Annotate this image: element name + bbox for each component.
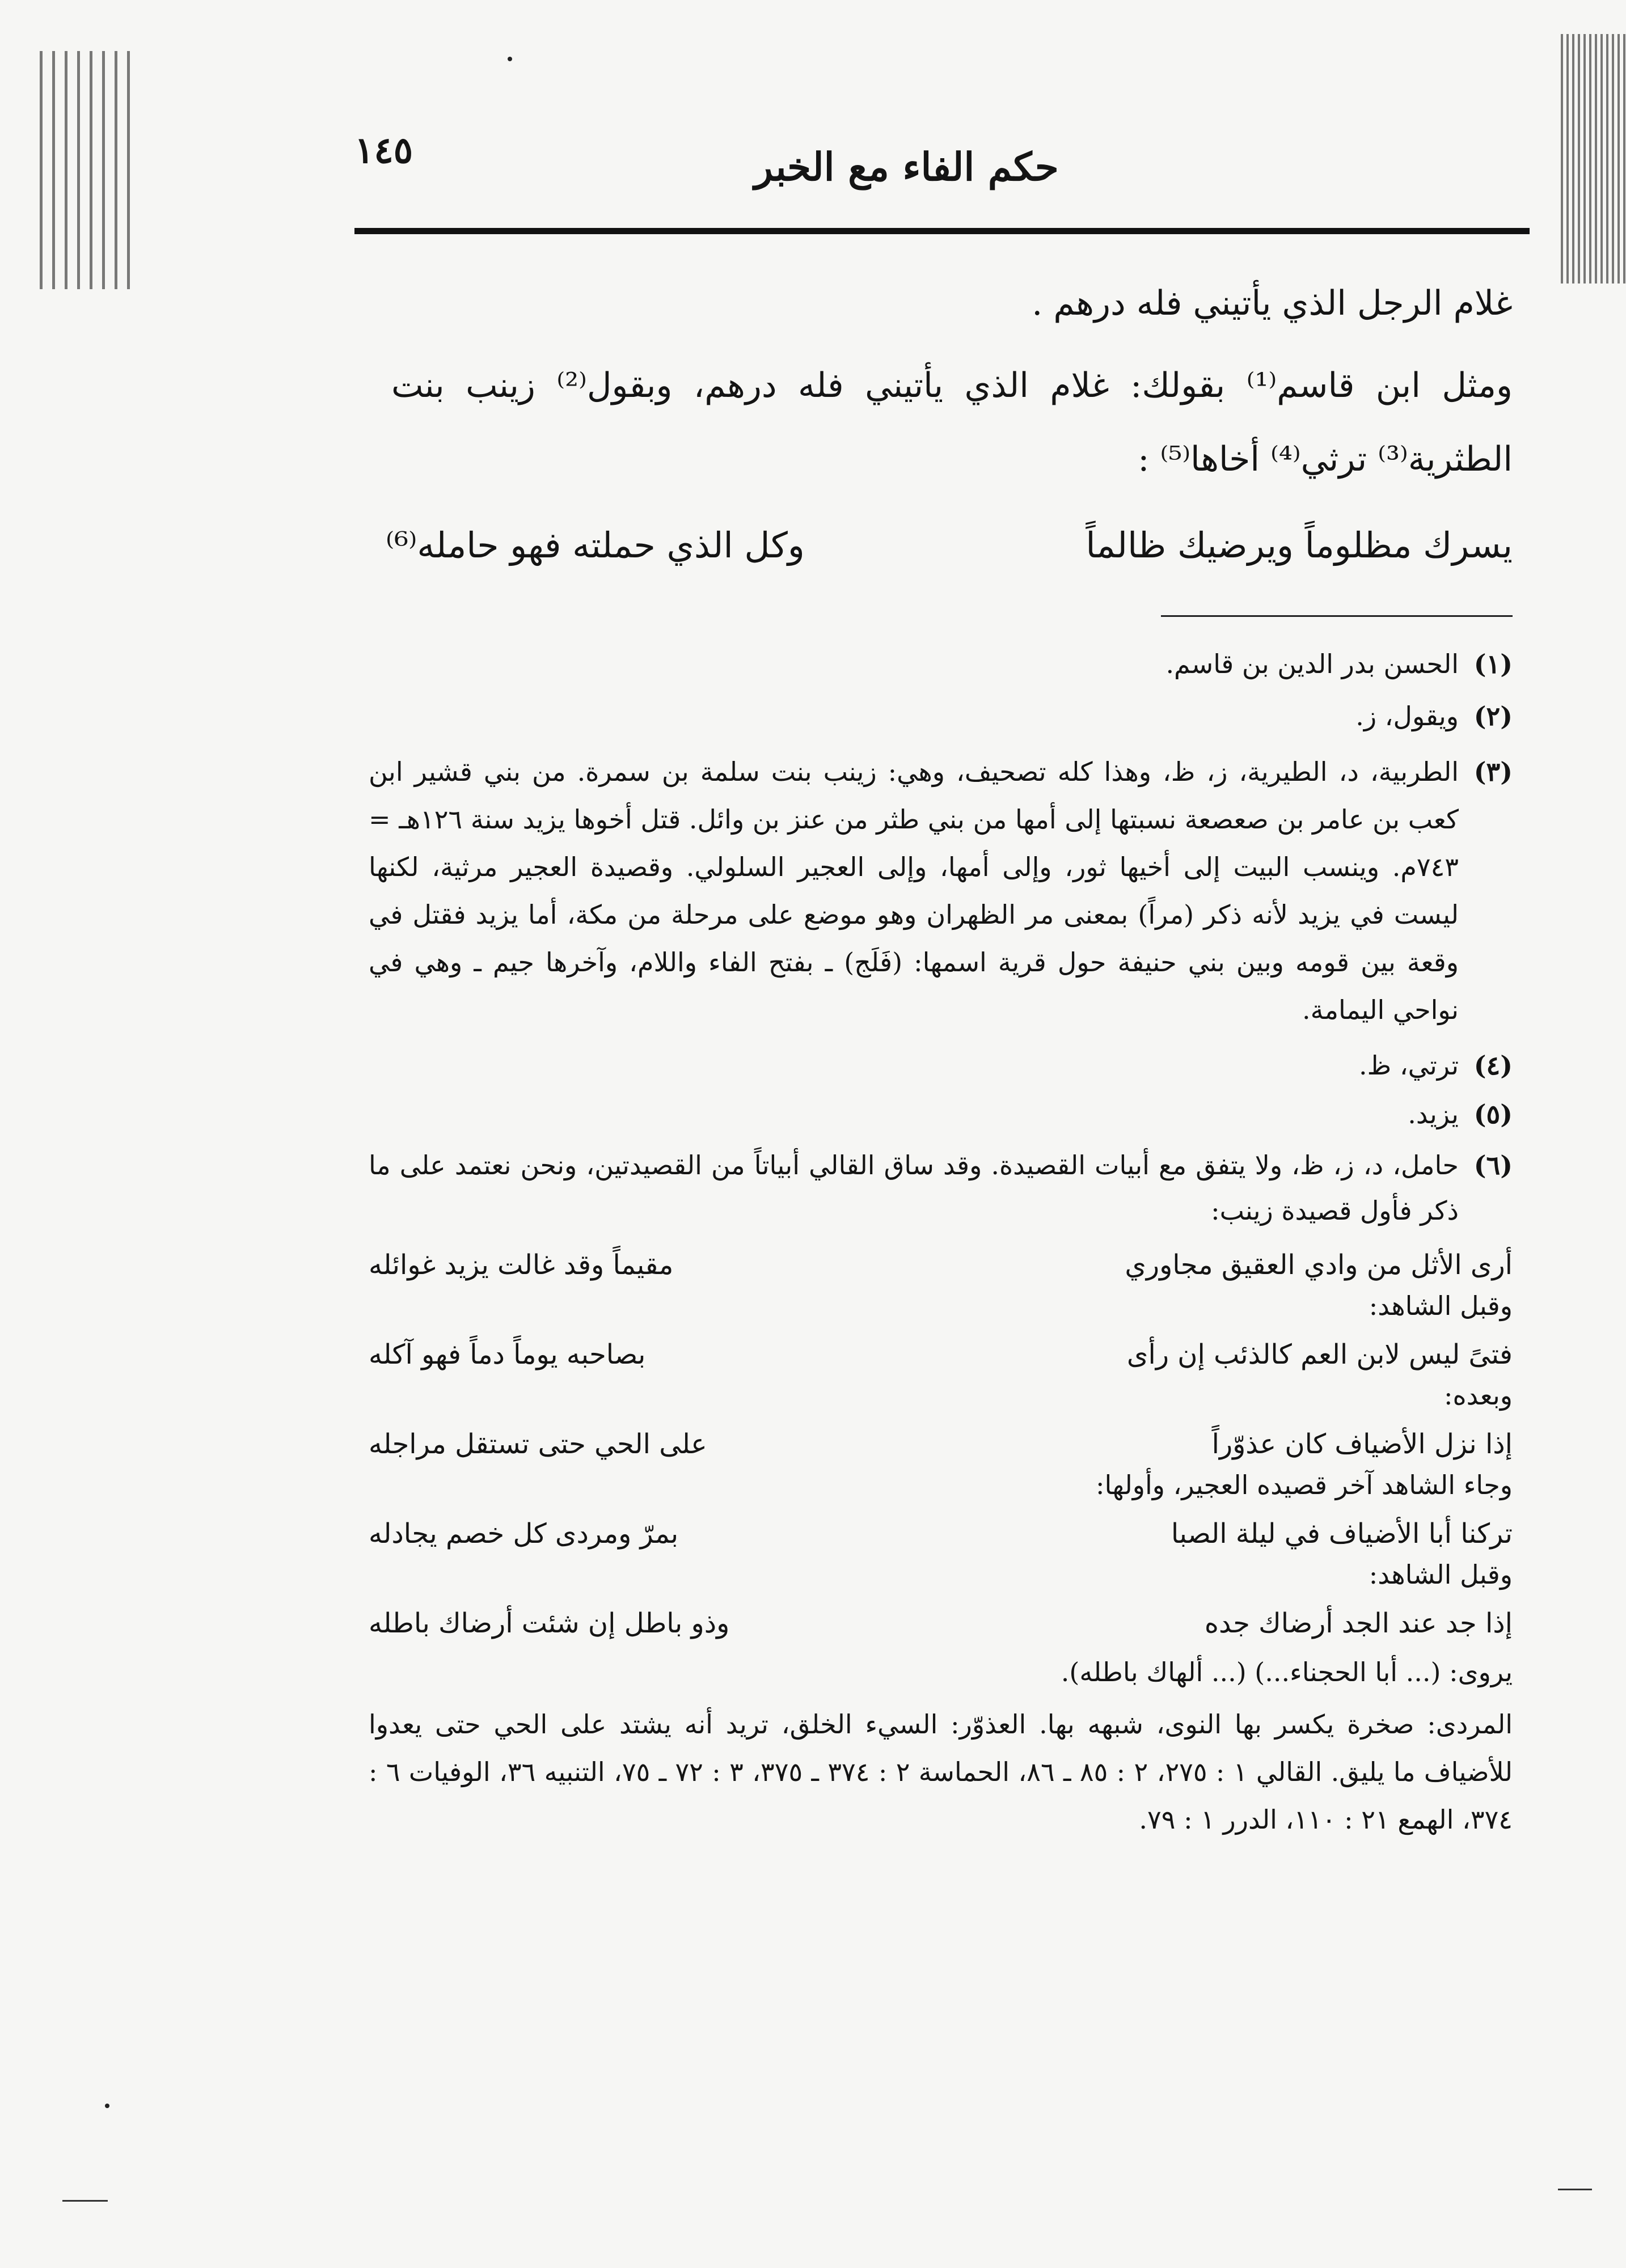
footnote-number: (٢) xyxy=(1473,701,1513,731)
footnote-verse xyxy=(369,1424,1513,1465)
footnote-text: ترتي، ظ. xyxy=(1359,1050,1459,1081)
footnote-text: يزيد. xyxy=(1408,1099,1459,1129)
verse-hemistich-left: بمرّ ومردى كل خصم يجادله xyxy=(369,1518,679,1550)
footnote-verse xyxy=(369,1603,1513,1644)
scan-mark xyxy=(1558,2189,1592,2190)
body-line: الطثرية⁽³⁾ ترثي⁽⁴⁾ أخاها⁽⁵⁾ : xyxy=(1138,439,1513,479)
verse-hemistich-right: تركنا أبا الأضياف في ليلة الصبا xyxy=(1171,1518,1513,1550)
footnote-text: ويقول، ز. xyxy=(1355,701,1459,731)
footnote-line: يروى: (... أبا الحجناء...) (... ألهاك باطله). xyxy=(1061,1657,1513,1687)
header-rule xyxy=(354,228,1530,234)
page-title: حكم الفاء مع الخبر xyxy=(754,145,1059,190)
footnote xyxy=(369,1094,1513,1135)
footnote-number: (٤) xyxy=(1473,1050,1513,1081)
scan-binding-marks-left xyxy=(40,51,136,289)
verse-hemistich-left: وكل الذي حملته فهو حامله⁽⁶⁾ xyxy=(386,524,805,566)
footnote-verse xyxy=(369,1513,1513,1554)
footnote-number: (٥) xyxy=(1473,1099,1513,1129)
verse-hemistich-left: وذو باطل إن شئت أرضاك باطله xyxy=(369,1607,730,1639)
footnote-text: حامل، د، ز، ظ، ولا يتفق مع أبيات القصيدة. وقد ساق القالي أبياتاً من القصيدتين، ونحن نعتمد على ما ذكر فأول قصيدة زينب: xyxy=(369,1150,1459,1226)
footnote-text: الطربية، د، الطيرية، ز، ظ، وهذا كله تصحيف، وهي: زينب بنت سلمة بن سمرة. من بني قشير ابن كعب بن عامر بن صعصعة نسبتها إلى أمها من بني طثر من عنز بن وائل. قتل أخوها يزيد سنة ١٢٦هـ = ٧٤٣م. وينسب البيت إلى أخيها ثور، وإلى أمها، وإلى العجير السلولي. وقصيدة العجير مرثية، لكنها ليست في يزيد لأنه ذكر (مراً) بمعنى مر الظهران وهو موضع على مرحلة من مكة، أما يزيد فقتل في وقعة بين قومه وبين بني حنيفة حول قرية اسمها: (فَلَج) ـ بفتح الفاء واللام، وآخرها جيم ـ وهي في نواحي اليمامة. xyxy=(369,756,1459,1025)
verse-hemistich-right: إذا جد عند الجد أرضاك جده xyxy=(1204,1607,1513,1639)
footnote-separator xyxy=(1161,615,1513,617)
verse-hemistich-left: على الحي حتى تستقل مراجله xyxy=(369,1428,707,1460)
scan-binding-marks-right xyxy=(1561,34,1626,284)
footnote-number: (١) xyxy=(1473,649,1513,679)
footnote xyxy=(369,696,1513,737)
footnote-line: وقبل الشاهد: xyxy=(1369,1559,1513,1590)
verse xyxy=(386,524,1513,566)
body-line: ومثل ابن قاسم⁽¹⁾ بقولك: غلام الذي يأتيني فله درهم، وبقول⁽²⁾ زينب بنت xyxy=(391,366,1513,405)
footnote-number: (٦) xyxy=(1473,1150,1513,1180)
footnote xyxy=(369,1045,1513,1086)
verse-hemistich-left: مقيماً وقد غالت يزيد غوائله xyxy=(369,1249,674,1281)
footnote-text: الحسن بدر الدين بن قاسم. xyxy=(1165,649,1459,679)
footnote-line: وجاء الشاهد آخر قصيده العجير، وأولها: xyxy=(1096,1470,1513,1500)
verse-hemistich-right: يسرك مظلوماً ويرضيك ظالماً xyxy=(1086,524,1513,566)
scan-mark xyxy=(62,2200,108,2202)
verse-hemistich-left: بصاحبه يوماً دماً فهو آكله xyxy=(369,1339,646,1370)
footnote-line: المردى: صخرة يكسر بها النوى، شبهه بها. العذوّر: السيء الخلق، تريد أنه يشتد على الحي حتى يعدوا للأضياف ما يليق. القالي ١ : ٢٧٥، ٢ : ٨٥ ـ ٨٦، الحماسة ٢ : ٣٧٤ ـ ٣٧٥، ٣ : ٧٢ ـ ٧٥، التنبيه ٣٦، الوفيات ٦ : ٣٧٤، الهمع ٢١ : ١١٠، الدرر ١ : ٧٩. xyxy=(369,1709,1513,1835)
page-number: ١٤٥ xyxy=(354,129,413,172)
scan-speck xyxy=(105,2104,109,2108)
footnote-line: وبعده: xyxy=(1444,1380,1513,1411)
footnote-verse xyxy=(369,1245,1513,1285)
verse-hemistich-right: أرى الأثل من وادي العقيق مجاوري xyxy=(1125,1249,1513,1281)
footnote-number: (٣) xyxy=(1473,756,1513,787)
body-line: غلام الرجل الذي يأتيني فله درهم . xyxy=(1032,284,1513,323)
verse-hemistich-right: إذا نزل الأضياف كان عذوّراً xyxy=(1211,1428,1513,1460)
footnote-line: وقبل الشاهد: xyxy=(1369,1290,1513,1321)
verse-hemistich-right: فتىً ليس لابن العم كالذئب إن رأى xyxy=(1126,1339,1513,1370)
footnote xyxy=(369,1143,1513,1233)
footnote xyxy=(369,644,1513,684)
scan-speck xyxy=(508,57,512,61)
footnotes xyxy=(369,644,1513,1843)
footnote-verse xyxy=(369,1334,1513,1375)
footnote xyxy=(369,748,1513,1034)
